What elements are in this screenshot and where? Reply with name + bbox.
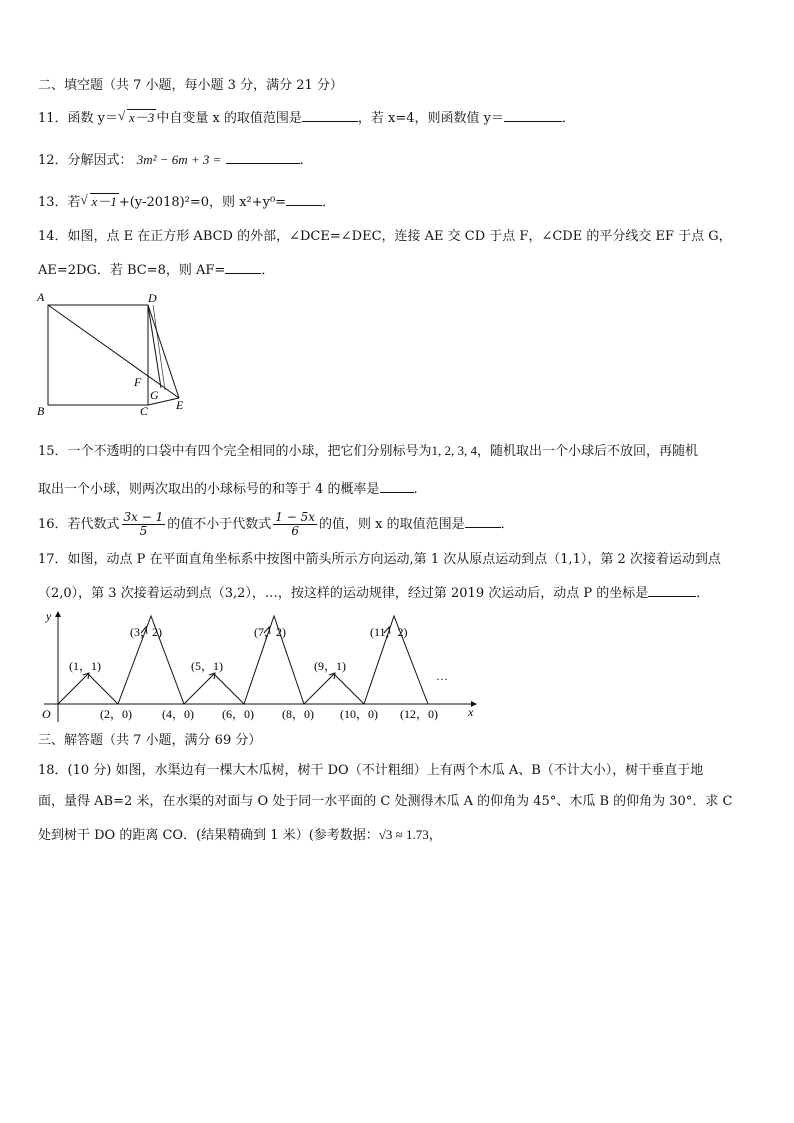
q15-text-b: ，随机取出一个小球后不放回，再随机 (477, 444, 699, 459)
q14-square-figure (34, 288, 194, 418)
point-label: (11，2) (370, 625, 408, 639)
q14-end: ． (261, 263, 275, 278)
q13-text-a: 13．若 (38, 195, 81, 210)
point-label: (4，0) (162, 707, 194, 721)
label-e: E (176, 398, 184, 412)
question-11 (38, 108, 575, 128)
q18-end: ， (428, 828, 442, 843)
q18-text-a: 处到树干 DO 的距离 CO．(结果精确到 1 米）(参考数据： (38, 828, 379, 843)
point-label: (9，1) (314, 659, 346, 673)
point-label: (10，0) (340, 707, 378, 721)
q17-text-a: （2,0），第 3 次接着运动到点（3,2），…，按这样的运动规律，经过第 2019 次运动后，动点 P 的坐标是 (38, 586, 649, 601)
q15-text-c: 取出一个小球，则两次取出的小球标号的和等于 4 的概率是 (38, 482, 380, 497)
question-18-line-3 (38, 826, 442, 845)
section-3-title: 三、解答题（共 7 小题，满分 69 分） (38, 733, 262, 748)
label-c: C (140, 404, 149, 418)
question-15-line-2 (38, 479, 418, 499)
q16-text-b: 的值不小于代数式 (167, 517, 272, 532)
q12-text: 12．分解因式： (38, 153, 133, 168)
point-label: (7，2) (254, 625, 286, 639)
q18-approx: √3 ≈ 1.73 (378, 827, 429, 842)
point-label: (6，0) (222, 707, 254, 721)
y-axis-label: y (46, 609, 52, 623)
question-17-line-1: 17．如图，动点 P 在平面直角坐标系中按图中箭头所示方向运动,第 1 次从原点运动到点（1,1），第 2 次接着运动到点 (38, 552, 721, 567)
q16-end: ． (500, 517, 514, 532)
question-15-line-1 (38, 442, 698, 461)
q16-fraction-1: $\frac{3x - 1}{5}$ (123, 510, 164, 538)
q15-numbers: 1, 2, 3, 4 (431, 443, 478, 458)
q12-expression: 3m² − 6m + 3 = (136, 152, 222, 167)
segment-de (148, 305, 179, 398)
question-14-line-2 (38, 260, 274, 280)
q13-end: ． (322, 195, 336, 210)
point-label: (12，0) (400, 707, 438, 721)
q15-blank[interactable] (380, 479, 414, 493)
question-14-line-1: 14．如图，点 E 在正方形 ABCD 的外部，∠DCE=∠DEC，连接 AE 交 CD 于点 F，∠CDE 的平分线交 EF 于点 G， (38, 229, 732, 244)
q14-blank[interactable] (225, 260, 261, 274)
q11-text-a: 11．函数 y＝ (38, 111, 119, 126)
point-label: (2，0) (100, 707, 132, 721)
section-2-title: 二、填空题（共 7 小题，每小题 3 分，满分 21 分） (38, 78, 343, 93)
question-18-line-1: 18．(10 分) 如图，水渠边有一棵大木瓜树，树干 DO（不计粗细）上有两个木瓜 A、B（不计大小），树干垂直于地 (38, 763, 704, 778)
q11-blank-1[interactable] (302, 108, 358, 122)
square-abcd (48, 305, 148, 405)
q13-blank[interactable] (286, 192, 322, 206)
q12-blank[interactable] (226, 150, 300, 164)
point-label: (3，2) (130, 625, 162, 639)
q13-text-b: +(y-2018)²=0，则 x²+y⁰= (118, 195, 287, 210)
q17-end: ． (696, 586, 710, 601)
label-f: F (134, 375, 142, 389)
q11-sqrt: √ x－3 (118, 108, 155, 125)
q13-sqrt: √ x－1 (80, 192, 117, 209)
q11-text-c: ，若 x=4，则函数值 y＝ (357, 111, 505, 126)
q15-text-a: 15．一个不透明的口袋中有四个完全相同的小球，把它们分别标号为 (38, 444, 432, 459)
q11-blank-2[interactable] (504, 108, 562, 122)
q17-coordinate-figure (36, 608, 486, 728)
label-b: B (37, 404, 45, 418)
origin-label: O (42, 707, 51, 721)
x-axis-label: x (468, 705, 474, 719)
point-label: (8，0) (282, 707, 314, 721)
q11-text-b: 中自变量 x 的取值范围是 (156, 111, 302, 126)
question-12 (38, 150, 313, 170)
question-13 (38, 192, 335, 212)
question-16 (38, 510, 514, 540)
q15-end: . (413, 482, 418, 497)
question-17-line-2 (38, 583, 709, 603)
q14-text-a: AE=2DG．若 BC=8，则 AF= (38, 263, 226, 278)
q16-blank[interactable] (465, 514, 501, 528)
point-label: (1，1) (69, 659, 101, 673)
label-g: G (150, 388, 159, 402)
point-label: (5，1) (191, 659, 223, 673)
label-a: A (37, 290, 45, 304)
q12-end: ． (299, 153, 313, 168)
ellipsis: … (436, 669, 448, 683)
q17-blank[interactable] (648, 583, 696, 597)
q16-text-c: 的值，则 x 的取值范围是 (319, 517, 465, 532)
question-18-line-2: 面，量得 AB=2 米，在水渠的对面与 O 处于同一水平面的 C 处测得木瓜 A 的仰角为 45°、木瓜 B 的仰角为 30°．求 C (38, 794, 733, 809)
q11-text-d: ． (562, 111, 576, 126)
q16-text-a: 16．若代数式 (38, 517, 120, 532)
q16-fraction-2: $\frac{1 - 5x}{6}$ (275, 510, 316, 538)
label-d: D (148, 291, 157, 305)
